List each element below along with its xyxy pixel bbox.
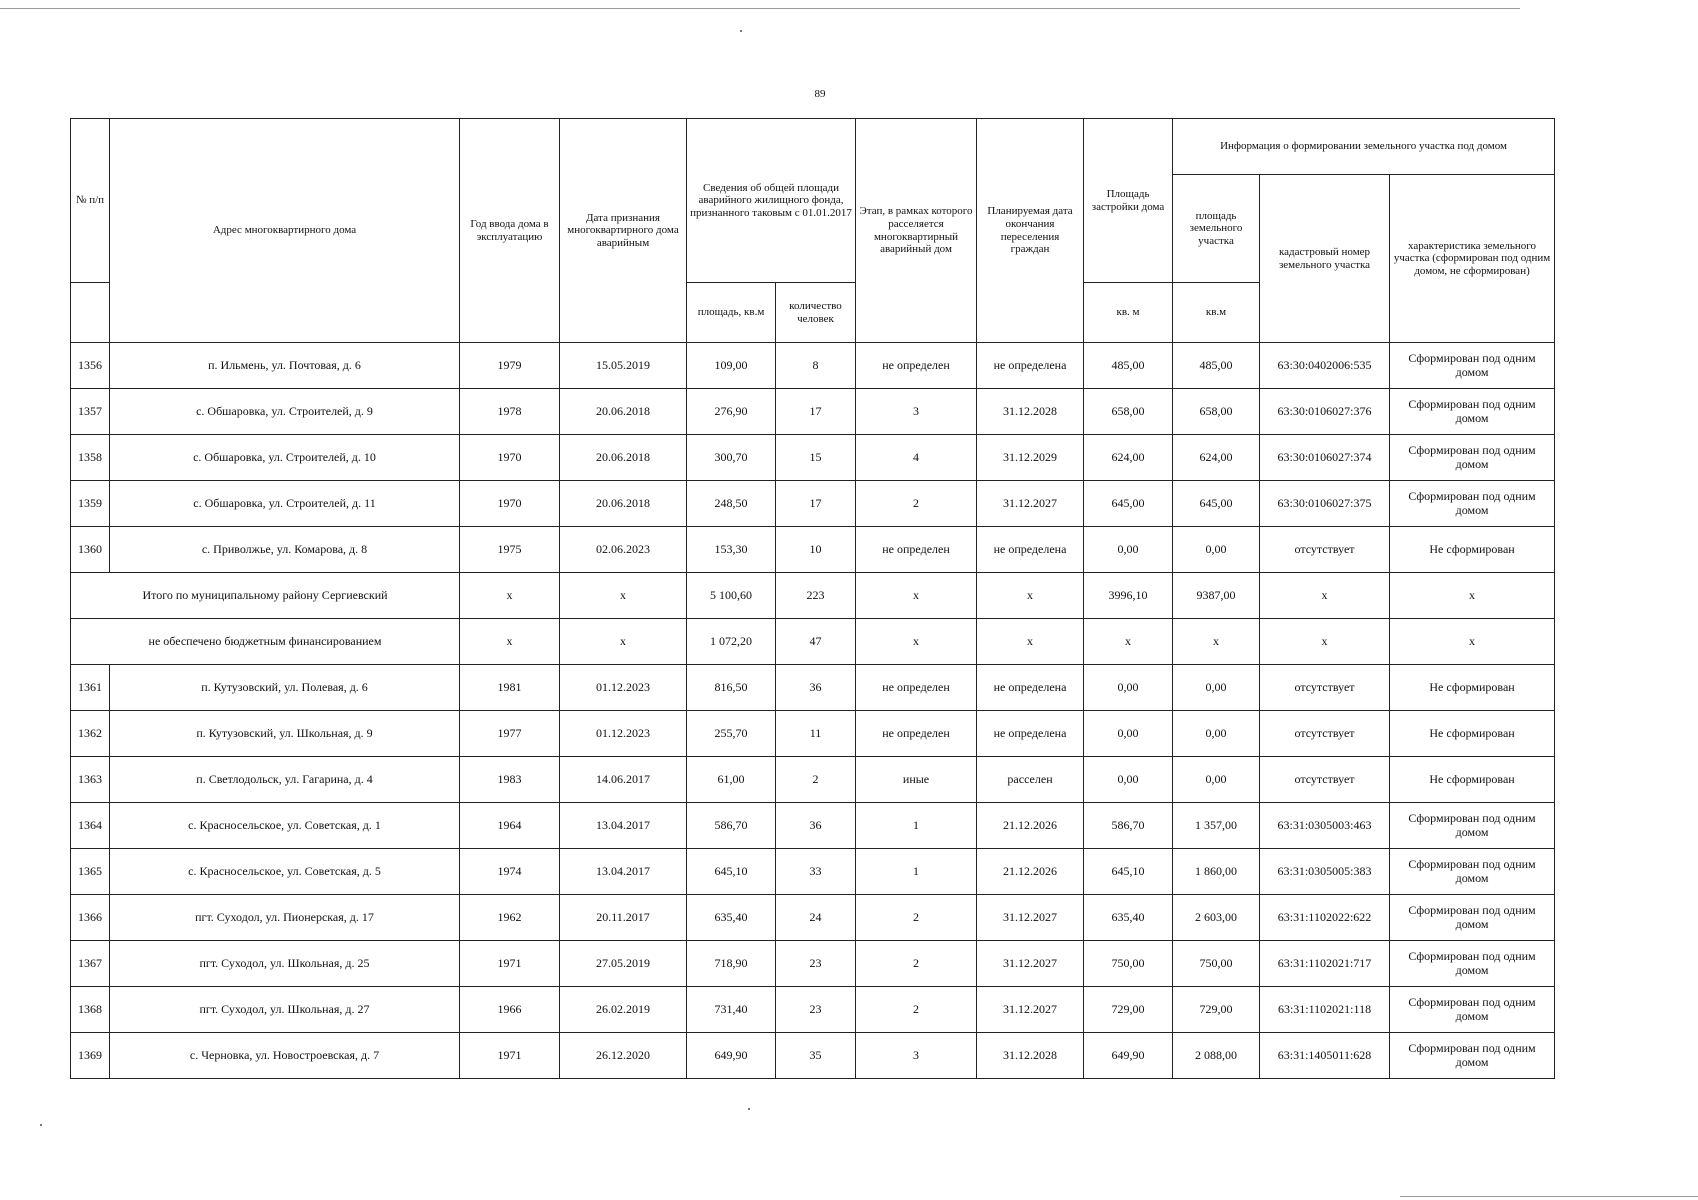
row-land: 1 357,00 <box>1173 803 1260 849</box>
row-stage: 4 <box>856 435 977 481</box>
scan-bottom-line <box>1400 1196 1698 1197</box>
row-characteristic: Не сформирован <box>1390 527 1555 573</box>
row-date: 01.12.2023 <box>560 711 687 757</box>
total-land: 9387,00 <box>1173 573 1260 619</box>
row-year: 1983 <box>460 757 560 803</box>
total-cadastral: x <box>1260 573 1390 619</box>
row-num: 1356 <box>71 343 110 389</box>
row-built: 0,00 <box>1084 757 1173 803</box>
row-stage: 1 <box>856 849 977 895</box>
row-address: с. Обшаровка, ул. Строителей, д. 9 <box>110 389 460 435</box>
row-built: 0,00 <box>1084 527 1173 573</box>
row-area: 731,40 <box>687 987 776 1033</box>
row-planned: 31.12.2027 <box>977 895 1084 941</box>
table-row <box>71 665 1555 711</box>
row-address: п. Светлодольск, ул. Гагарина, д. 4 <box>110 757 460 803</box>
header-cadastral: кадастровый номер земельного участка <box>1260 175 1390 343</box>
row-year: 1970 <box>460 481 560 527</box>
total-row <box>71 573 1555 619</box>
row-date: 27.05.2019 <box>560 941 687 987</box>
row-num: 1362 <box>71 711 110 757</box>
row-people: 15 <box>776 435 856 481</box>
unfunded-date: x <box>560 619 687 665</box>
row-characteristic: Сформирован под одним домом <box>1390 481 1555 527</box>
scan-speck <box>740 30 742 32</box>
row-built: 658,00 <box>1084 389 1173 435</box>
row-num: 1363 <box>71 757 110 803</box>
row-people: 24 <box>776 895 856 941</box>
row-area: 645,10 <box>687 849 776 895</box>
row-area: 276,90 <box>687 389 776 435</box>
row-year: 1970 <box>460 435 560 481</box>
row-num: 1367 <box>71 941 110 987</box>
header-year: Год ввода дома в эксплуатацию <box>460 119 560 343</box>
table-row <box>71 849 1555 895</box>
total-label: Итого по муниципальному району Сергиевский <box>71 573 460 619</box>
row-characteristic: Сформирован под одним домом <box>1390 895 1555 941</box>
table-row <box>71 711 1555 757</box>
row-land: 0,00 <box>1173 665 1260 711</box>
row-built: 729,00 <box>1084 987 1173 1033</box>
row-land: 1 860,00 <box>1173 849 1260 895</box>
row-address: с. Обшаровка, ул. Строителей, д. 10 <box>110 435 460 481</box>
total-date: x <box>560 573 687 619</box>
header-characteristic: характеристика земельного участка (сформирован под одним домом, не сформирован) <box>1390 175 1555 343</box>
row-num: 1358 <box>71 435 110 481</box>
header-built-area: Площадь застройки дома <box>1084 119 1173 283</box>
row-characteristic: Сформирован под одним домом <box>1390 941 1555 987</box>
row-address: п. Кутузовский, ул. Полевая, д. 6 <box>110 665 460 711</box>
row-stage: 2 <box>856 481 977 527</box>
row-date: 14.06.2017 <box>560 757 687 803</box>
row-area: 586,70 <box>687 803 776 849</box>
row-land: 485,00 <box>1173 343 1260 389</box>
total-year: x <box>460 573 560 619</box>
row-area: 635,40 <box>687 895 776 941</box>
row-cadastral: 63:30:0106027:376 <box>1260 389 1390 435</box>
row-address: пгт. Суходол, ул. Школьная, д. 27 <box>110 987 460 1033</box>
row-num: 1369 <box>71 1033 110 1079</box>
row-land: 729,00 <box>1173 987 1260 1033</box>
row-area: 61,00 <box>687 757 776 803</box>
row-address: с. Обшаровка, ул. Строителей, д. 11 <box>110 481 460 527</box>
table-row <box>71 803 1555 849</box>
row-land: 0,00 <box>1173 711 1260 757</box>
row-planned: 31.12.2027 <box>977 481 1084 527</box>
row-area: 255,70 <box>687 711 776 757</box>
page-number: 89 <box>814 88 826 100</box>
row-year: 1974 <box>460 849 560 895</box>
row-planned: не определена <box>977 665 1084 711</box>
row-cadastral: отсутствует <box>1260 665 1390 711</box>
row-stage: 3 <box>856 1033 977 1079</box>
row-stage: 3 <box>856 389 977 435</box>
unfunded-people: 47 <box>776 619 856 665</box>
row-people: 8 <box>776 343 856 389</box>
row-date: 13.04.2017 <box>560 849 687 895</box>
row-people: 11 <box>776 711 856 757</box>
total-people: 223 <box>776 573 856 619</box>
table-row <box>71 389 1555 435</box>
unfunded-characteristic: x <box>1390 619 1555 665</box>
unfunded-area: 1 072,20 <box>687 619 776 665</box>
row-cadastral: 63:31:1102022:622 <box>1260 895 1390 941</box>
row-cadastral: отсутствует <box>1260 527 1390 573</box>
scan-top-line <box>0 8 1520 9</box>
unfunded-year: x <box>460 619 560 665</box>
table-row <box>71 757 1555 803</box>
row-cadastral: 63:30:0402006:535 <box>1260 343 1390 389</box>
row-people: 10 <box>776 527 856 573</box>
row-num: 1360 <box>71 527 110 573</box>
scan-speck <box>40 1124 42 1126</box>
header-address: Адрес многоквартирного дома <box>110 119 460 343</box>
header-num-blank <box>71 283 110 343</box>
row-built: 0,00 <box>1084 711 1173 757</box>
row-address: п. Кутузовский, ул. Школьная, д. 9 <box>110 711 460 757</box>
row-date: 13.04.2017 <box>560 803 687 849</box>
row-num: 1368 <box>71 987 110 1033</box>
row-built: 586,70 <box>1084 803 1173 849</box>
row-stage: 2 <box>856 895 977 941</box>
table-row <box>71 895 1555 941</box>
header-area: площадь, кв.м <box>687 283 776 343</box>
row-people: 17 <box>776 481 856 527</box>
row-cadastral: отсутствует <box>1260 711 1390 757</box>
table-row <box>71 435 1555 481</box>
row-date: 02.06.2023 <box>560 527 687 573</box>
row-built: 750,00 <box>1084 941 1173 987</box>
row-cadastral: 63:31:0305005:383 <box>1260 849 1390 895</box>
row-people: 36 <box>776 665 856 711</box>
unfunded-stage: x <box>856 619 977 665</box>
total-built: 3996,10 <box>1084 573 1173 619</box>
row-built: 485,00 <box>1084 343 1173 389</box>
row-address: п. Ильмень, ул. Почтовая, д. 6 <box>110 343 460 389</box>
row-built: 645,00 <box>1084 481 1173 527</box>
table-row <box>71 1033 1555 1079</box>
row-stage: 2 <box>856 941 977 987</box>
row-stage: 2 <box>856 987 977 1033</box>
row-num: 1364 <box>71 803 110 849</box>
row-planned: не определена <box>977 711 1084 757</box>
row-land: 624,00 <box>1173 435 1260 481</box>
row-date: 20.06.2018 <box>560 435 687 481</box>
row-year: 1981 <box>460 665 560 711</box>
row-land: 0,00 <box>1173 527 1260 573</box>
table-row <box>71 941 1555 987</box>
row-land: 645,00 <box>1173 481 1260 527</box>
header-land-area: площадь земельного участка <box>1173 175 1260 283</box>
header-planned-date: Планируемая дата окончания переселения граждан <box>977 119 1084 343</box>
row-people: 23 <box>776 941 856 987</box>
row-date: 01.12.2023 <box>560 665 687 711</box>
row-date: 20.06.2018 <box>560 389 687 435</box>
row-cadastral: 63:31:1102021:118 <box>1260 987 1390 1033</box>
row-address: с. Черновка, ул. Новостроевская, д. 7 <box>110 1033 460 1079</box>
row-area: 300,70 <box>687 435 776 481</box>
emergency-housing-table <box>70 118 1555 1079</box>
row-year: 1978 <box>460 389 560 435</box>
row-num: 1365 <box>71 849 110 895</box>
row-characteristic: Сформирован под одним домом <box>1390 343 1555 389</box>
row-stage: не определен <box>856 711 977 757</box>
row-date: 20.06.2018 <box>560 481 687 527</box>
table-row <box>71 527 1555 573</box>
row-stage: не определен <box>856 343 977 389</box>
header-area-info: Сведения об общей площади аварийного жилищного фонда, признанного таковым с 01.01.2017 <box>687 119 856 283</box>
row-address: с. Красносельское, ул. Советская, д. 1 <box>110 803 460 849</box>
row-built: 649,90 <box>1084 1033 1173 1079</box>
row-stage: не определен <box>856 665 977 711</box>
row-cadastral: 63:31:0305003:463 <box>1260 803 1390 849</box>
row-cadastral: 63:30:0106027:374 <box>1260 435 1390 481</box>
row-area: 718,90 <box>687 941 776 987</box>
row-date: 15.05.2019 <box>560 343 687 389</box>
row-characteristic: Сформирован под одним домом <box>1390 389 1555 435</box>
table-row <box>71 987 1555 1033</box>
row-address: с. Красносельское, ул. Советская, д. 5 <box>110 849 460 895</box>
row-year: 1971 <box>460 941 560 987</box>
row-num: 1359 <box>71 481 110 527</box>
row-area: 248,50 <box>687 481 776 527</box>
row-area: 109,00 <box>687 343 776 389</box>
row-characteristic: Не сформирован <box>1390 757 1555 803</box>
row-stage: не определен <box>856 527 977 573</box>
total-stage: x <box>856 573 977 619</box>
row-planned: 31.12.2028 <box>977 389 1084 435</box>
row-planned: 21.12.2026 <box>977 849 1084 895</box>
row-people: 36 <box>776 803 856 849</box>
row-num: 1361 <box>71 665 110 711</box>
row-people: 23 <box>776 987 856 1033</box>
row-planned: 31.12.2027 <box>977 941 1084 987</box>
row-stage: иные <box>856 757 977 803</box>
row-cadastral: 63:31:1102021:717 <box>1260 941 1390 987</box>
row-planned: 31.12.2029 <box>977 435 1084 481</box>
row-characteristic: Сформирован под одним домом <box>1390 435 1555 481</box>
row-num: 1366 <box>71 895 110 941</box>
row-characteristic: Сформирован под одним домом <box>1390 1033 1555 1079</box>
header-land-area-unit: кв.м <box>1173 283 1260 343</box>
row-planned: не определена <box>977 343 1084 389</box>
row-stage: 1 <box>856 803 977 849</box>
header-num: № п/п <box>71 119 110 283</box>
row-planned: 31.12.2028 <box>977 1033 1084 1079</box>
row-year: 1971 <box>460 1033 560 1079</box>
row-cadastral: 63:30:0106027:375 <box>1260 481 1390 527</box>
row-planned: не определена <box>977 527 1084 573</box>
row-characteristic: Сформирован под одним домом <box>1390 803 1555 849</box>
total-characteristic: x <box>1390 573 1555 619</box>
row-cadastral: отсутствует <box>1260 757 1390 803</box>
row-land: 0,00 <box>1173 757 1260 803</box>
row-planned: 31.12.2027 <box>977 987 1084 1033</box>
unfunded-label: не обеспечено бюджетным финансированием <box>71 619 460 665</box>
row-area: 153,30 <box>687 527 776 573</box>
header-people: количество человек <box>776 283 856 343</box>
row-land: 2 088,00 <box>1173 1033 1260 1079</box>
row-people: 35 <box>776 1033 856 1079</box>
row-date: 20.11.2017 <box>560 895 687 941</box>
row-people: 33 <box>776 849 856 895</box>
row-characteristic: Не сформирован <box>1390 665 1555 711</box>
unfunded-planned: x <box>977 619 1084 665</box>
row-characteristic: Сформирован под одним домом <box>1390 987 1555 1033</box>
row-people: 2 <box>776 757 856 803</box>
unfunded-row <box>71 619 1555 665</box>
row-year: 1977 <box>460 711 560 757</box>
row-land: 658,00 <box>1173 389 1260 435</box>
row-year: 1975 <box>460 527 560 573</box>
row-year: 1964 <box>460 803 560 849</box>
row-built: 635,40 <box>1084 895 1173 941</box>
unfunded-cadastral: x <box>1260 619 1390 665</box>
row-date: 26.12.2020 <box>560 1033 687 1079</box>
row-built: 645,10 <box>1084 849 1173 895</box>
table-row <box>71 481 1555 527</box>
total-planned: x <box>977 573 1084 619</box>
header-land-info: Информация о формировании земельного участка под домом <box>1173 119 1555 175</box>
row-land: 750,00 <box>1173 941 1260 987</box>
row-planned: 21.12.2026 <box>977 803 1084 849</box>
total-area: 5 100,60 <box>687 573 776 619</box>
row-area: 816,50 <box>687 665 776 711</box>
row-built: 0,00 <box>1084 665 1173 711</box>
row-people: 17 <box>776 389 856 435</box>
row-year: 1962 <box>460 895 560 941</box>
unfunded-land: x <box>1173 619 1260 665</box>
row-date: 26.02.2019 <box>560 987 687 1033</box>
scan-speck <box>748 1108 750 1110</box>
table-row <box>71 343 1555 389</box>
row-num: 1357 <box>71 389 110 435</box>
row-address: с. Приволжье, ул. Комарова, д. 8 <box>110 527 460 573</box>
row-area: 649,90 <box>687 1033 776 1079</box>
header-built-area-unit: кв. м <box>1084 283 1173 343</box>
row-land: 2 603,00 <box>1173 895 1260 941</box>
row-year: 1979 <box>460 343 560 389</box>
row-year: 1966 <box>460 987 560 1033</box>
unfunded-built: x <box>1084 619 1173 665</box>
row-characteristic: Не сформирован <box>1390 711 1555 757</box>
row-planned: расселен <box>977 757 1084 803</box>
header-recognition-date: Дата признания многоквартирного дома аварийным <box>560 119 687 343</box>
row-address: пгт. Суходол, ул. Школьная, д. 25 <box>110 941 460 987</box>
row-built: 624,00 <box>1084 435 1173 481</box>
row-characteristic: Сформирован под одним домом <box>1390 849 1555 895</box>
row-address: пгт. Суходол, ул. Пионерская, д. 17 <box>110 895 460 941</box>
header-stage: Этап, в рамках которого расселяется многоквартирный аварийный дом <box>856 119 977 343</box>
row-cadastral: 63:31:1405011:628 <box>1260 1033 1390 1079</box>
